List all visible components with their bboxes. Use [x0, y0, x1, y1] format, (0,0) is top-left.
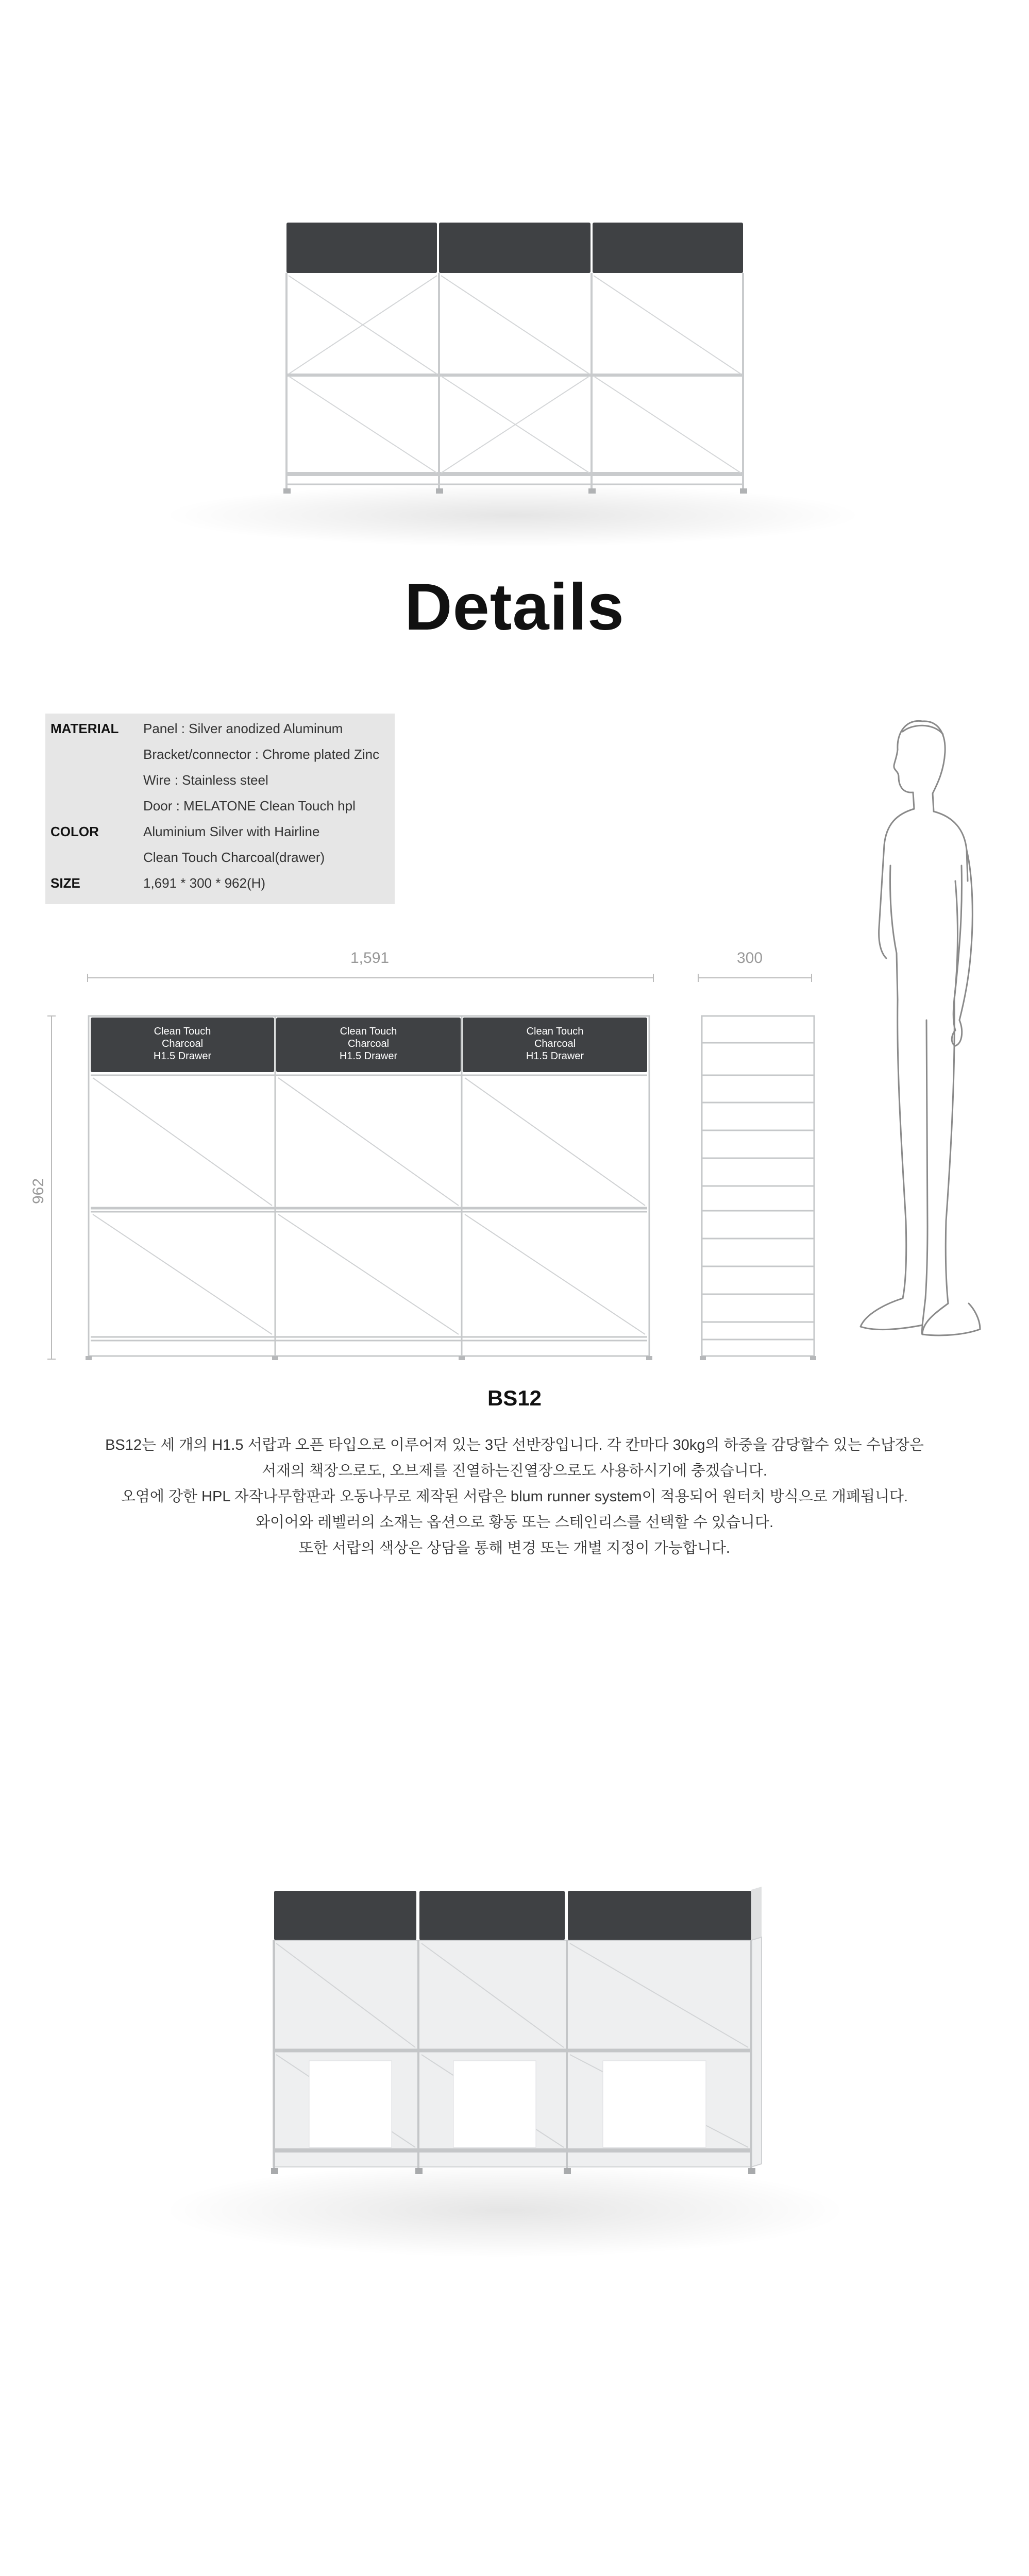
spec-value: Panel : Silver anodized Aluminum — [143, 721, 343, 736]
drawer-label-line: Clean Touch — [340, 1026, 397, 1037]
description-line: 또한 서랍의 색상은 상담을 통해 변경 또는 개별 지정이 가능합니다. — [299, 1540, 730, 1556]
product-image-front — [0, 0, 1029, 546]
drawer-1 — [286, 223, 437, 273]
details-title: Details — [404, 570, 625, 644]
description-line: 오염에 강한 HPL 자작나무합판과 오동나무로 제작된 서랍은 blum runner system이 적용되어 원터치 방식으로 개폐됩니다. — [121, 1488, 908, 1505]
drawer-label-line: Charcoal — [347, 1038, 390, 1049]
spec-label: COLOR — [50, 824, 99, 839]
drawer-label-line: Clean Touch — [154, 1026, 211, 1037]
drawer-label-3 — [463, 1025, 647, 1062]
spec-row — [45, 819, 395, 844]
description-line: 서재의 책장으로도, 오브제를 진열하는진열장으로도 사용하시기에 충겠습니다. — [262, 1463, 767, 1479]
spec-value: Clean Touch Charcoal(drawer) — [143, 850, 325, 865]
spec-value: Bracket/connector : Chrome plated Zinc — [143, 747, 380, 762]
drawer-label-line: H1.5 Drawer — [526, 1050, 584, 1062]
spec-row — [45, 871, 395, 895]
drawer-2 — [419, 1891, 565, 1940]
spec-row — [45, 793, 395, 818]
spec-table — [45, 714, 395, 904]
depth-dimension-label: 300 — [737, 950, 763, 967]
spec-value: Wire : Stainless steel — [143, 772, 268, 788]
width-dimension-label: 1,591 — [350, 950, 390, 967]
spec-row — [45, 742, 395, 767]
spec-label: SIZE — [50, 875, 80, 891]
spec-value: Door : MELATONE Clean Touch hpl — [143, 798, 356, 814]
spec-value: 1,691 * 300 * 962(H) — [143, 875, 266, 891]
product-name: BS12 — [487, 1386, 542, 1410]
drawer-label-line: Charcoal — [534, 1038, 576, 1049]
product-description — [0, 1432, 1029, 1561]
drawer-3 — [568, 1891, 751, 1940]
drawer-label-line: H1.5 Drawer — [339, 1050, 398, 1062]
drawer-2 — [439, 223, 591, 273]
drawer-label-2 — [276, 1025, 461, 1062]
drawer-1 — [274, 1891, 416, 1940]
spec-row — [45, 845, 395, 870]
drawer-label-line: Clean Touch — [526, 1026, 584, 1037]
product-image-angle-1 — [0, 1834, 1029, 2257]
spec-row — [45, 768, 395, 792]
technical-drawing — [0, 958, 1029, 1370]
spec-label: MATERIAL — [50, 721, 119, 736]
description-line: BS12는 세 개의 H1.5 서랍과 오픈 타입으로 이루어져 있는 3단 선반장입니다. 각 칸마다 30kg의 하중을 감당할수 있는 수납장은 — [105, 1437, 924, 1453]
drawer-label-1 — [91, 1025, 274, 1062]
drawer-3 — [593, 223, 743, 273]
drawer-label-line: Charcoal — [161, 1038, 204, 1049]
height-dimension-label: 962 — [30, 1178, 47, 1205]
spec-value: Aluminium Silver with Hairline — [143, 824, 320, 839]
description-line: 와이어와 레벨러의 소재는 옵션으로 황동 또는 스테인리스를 선택할 수 있습니다. — [255, 1514, 774, 1531]
drawer-label-line: H1.5 Drawer — [153, 1050, 212, 1062]
spec-row — [45, 716, 395, 741]
